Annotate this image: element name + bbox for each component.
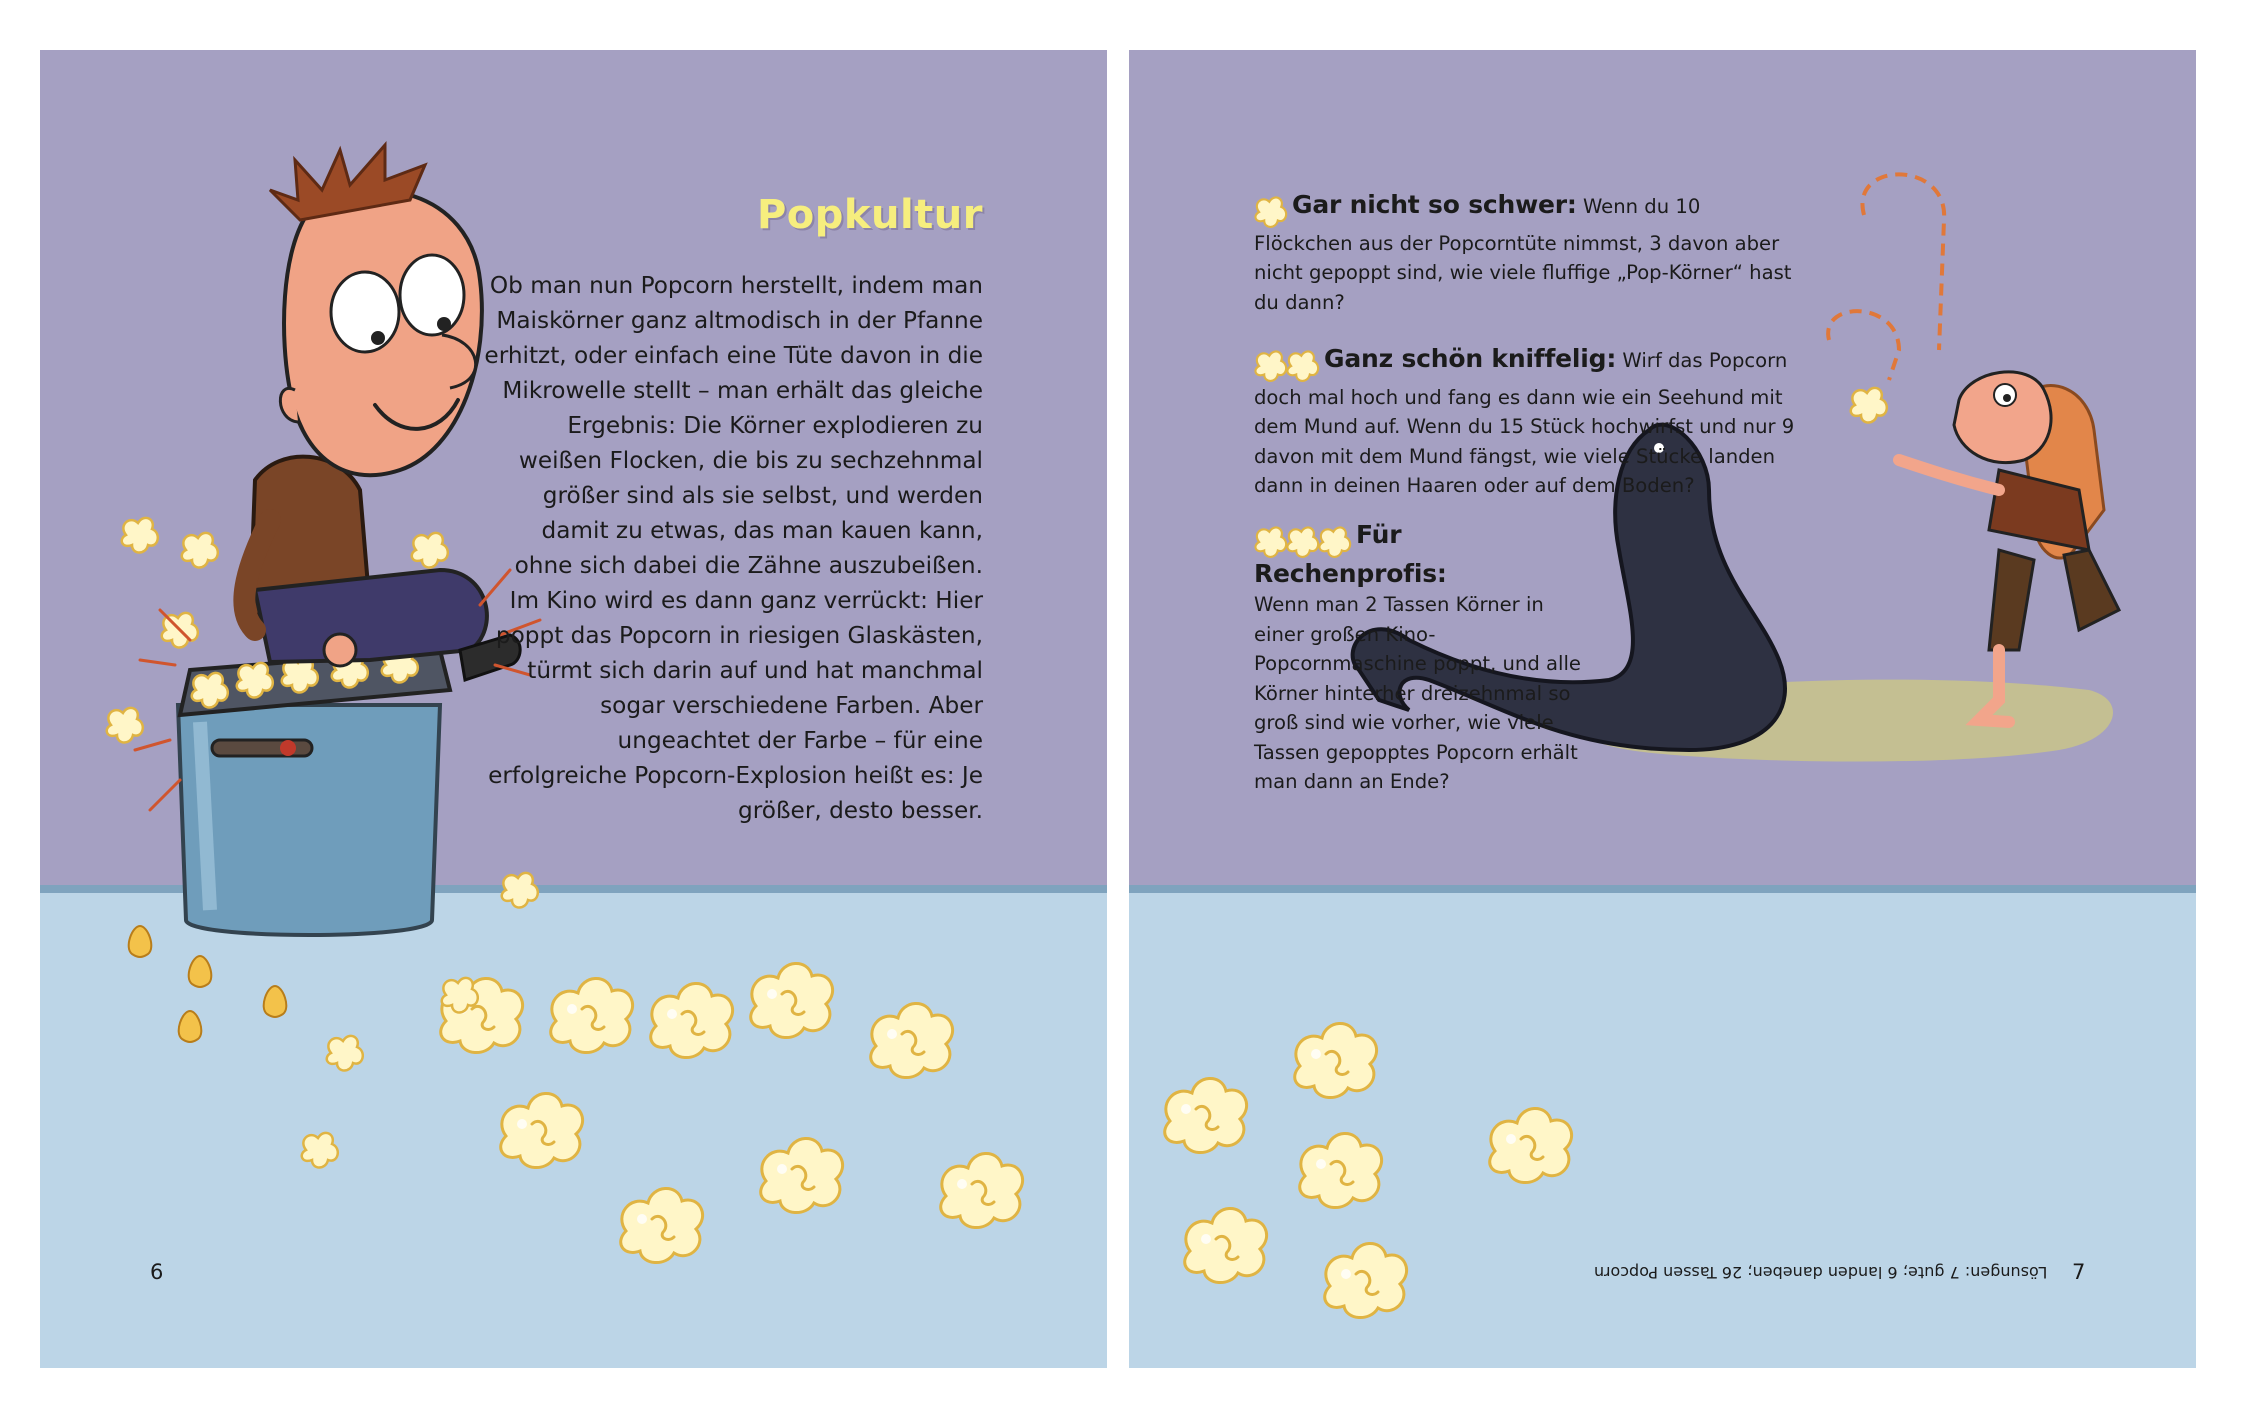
difficulty-1-icon (1254, 195, 1286, 229)
task-heading: Ganz schön kniffelig: (1324, 344, 1617, 373)
task-heading: Gar nicht so schwer: (1292, 190, 1577, 219)
task-easy (1254, 190, 1794, 317)
task-text: Wenn du 10 Flöckchen aus der Popcorntüte nimmst, 3 davon aber nicht gepoppt sind, wie viele fluffige „Pop-Körner“ hast du dann? (1254, 195, 1792, 314)
popcorn-icon (502, 873, 538, 908)
popcorn-icon (1165, 1023, 1572, 1317)
page-number: 7 (2072, 1260, 2086, 1284)
difficulty-3-icon (1254, 525, 1350, 559)
popcorn-icon (302, 963, 1023, 1262)
task-heading: Für Rechenprofis: (1254, 520, 1447, 588)
task-hard (1254, 520, 1584, 797)
popcorn-icon (107, 708, 143, 743)
boy-character (244, 145, 520, 680)
intro-paragraph: Ob man nun Popcorn herstellt, indem man Maiskörner ganz altmodisch in der Pfanne erhitzt, oder einfach eine Tüte davon in die Mikrowelle stellt – man erhält das gleiche Ergebnis: Die Körner explodieren zu weißen Flocken, die bis zu sechzehnmal größer sind als sie selbst, und werden damit zu etwas, das man kauen kann, ohne sich dabei die Zähne auszubeißen. Im Kino wird es dann ganz verrückt: Hier poppt das Popcorn in riesigen Glaskästen, türmt sich darin auf und hat manchmal sogar verschiedene Farben. Aber ungeachtet der Farbe – für eine erfolgreiche Popcorn-Explosion heißt es: Je größer, desto besser. (484, 272, 983, 824)
popcorn-icon (412, 533, 448, 568)
popcorn-icon (1851, 388, 1887, 423)
girl-character (1899, 372, 2119, 722)
popcorn-kernel-icon (129, 926, 287, 1042)
right-page (1129, 50, 2196, 1368)
task-text: Wenn man 2 Tassen Körner in einer großen Kino-Popcornmaschine poppt, und alle Körner hinterher dreizehnmal so groß sind wie vorher, wie viele Tassen gepopptes Popcorn erhält man dann an Ende? (1254, 593, 1581, 793)
task-text: Wirf das Popcorn doch mal hoch und fang es dann wie ein Seehund mit dem Mund auf. Wenn du 15 Stück hochwirfst und nur 9 davon mit dem Mund fängst, wie viele Stücke landen dann in deinen Haaren oder auf dem Boden? (1254, 349, 1795, 497)
popcorn-icon (122, 518, 158, 553)
page-number: 6 (150, 1260, 164, 1284)
popcorn-icon (182, 533, 218, 568)
solutions-upside-down: Lösungen: 7 gute; 6 landen daneben; 26 Tassen Popcorn (1594, 1263, 2048, 1282)
page-title: Popkultur (756, 192, 983, 238)
difficulty-2-icon (1254, 349, 1318, 383)
left-page (40, 50, 1107, 1368)
task-medium (1254, 344, 1814, 501)
